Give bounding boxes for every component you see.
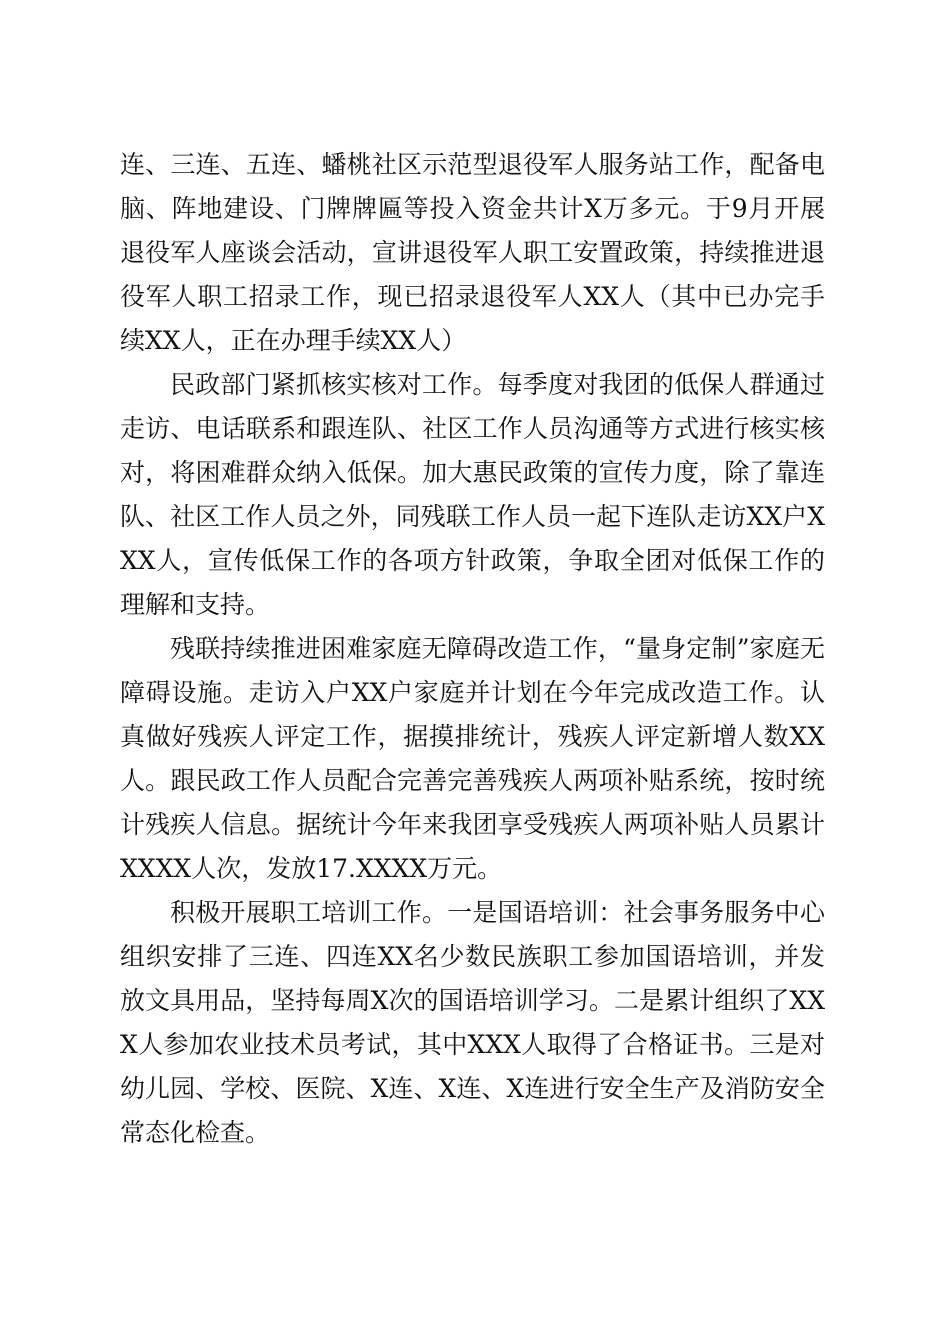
paragraph-disabled-federation: 残联持续推进困难家庭无障碍改造工作，“量身定制”家庭无障碍设施。走访入户XX户家庭并计划在今年完成改造工作。认真做好残疾人评定工作，据摸排统计，残疾人评定新增人数XX人。跟民政工作人员配合完善完善残疾人两项补贴系统，按时统计残疾人信息。据统计今年来我团享受残疾人两项补贴人员累计XXXX人次，发放17.XXXX万元。 xyxy=(120,634,825,883)
paragraph-staff-training: 积极开展职工培训工作。一是国语培训：社会事务服务中心组织安排了三连、四连XX名少数民族职工参加国语培训，并发放文具用品，坚持每周X次的国语培训学习。二是累计组织了XXX人参加农业技术员考试，其中XXX人取得了合格证书。三是对幼儿园、学校、医院、X连、X连、X连进行安全生产及消防安全常态化检查。 xyxy=(120,898,825,1147)
paragraph-civil-affairs: 民政部门紧抓核实核对工作。每季度对我团的低保人群通过走访、电话联系和跟连队、社区工作人员沟通等方式进行核实核对，将困难群众纳入低保。加大惠民政策的宣传力度，除了靠连队、社区工作人员之外，同残联工作人员一起下连队走访XX户XXX人，宣传低保工作的各项方针政策，争取全团对低保工作的理解和支持。 xyxy=(120,370,825,619)
document-page xyxy=(120,143,825,1155)
paragraph-veterans-continued: 连、三连、五连、蟠桃社区示范型退役军人服务站工作，配备电脑、阵地建设、门牌牌匾等投入资金共计X万多元。于9月开展退役军人座谈会活动，宣讲退役军人职工安置政策，持续推进退役军人职工招录工作，现已招录退役军人XX人（其中已办完手续XX人，正在办理手续XX人） xyxy=(120,150,825,355)
